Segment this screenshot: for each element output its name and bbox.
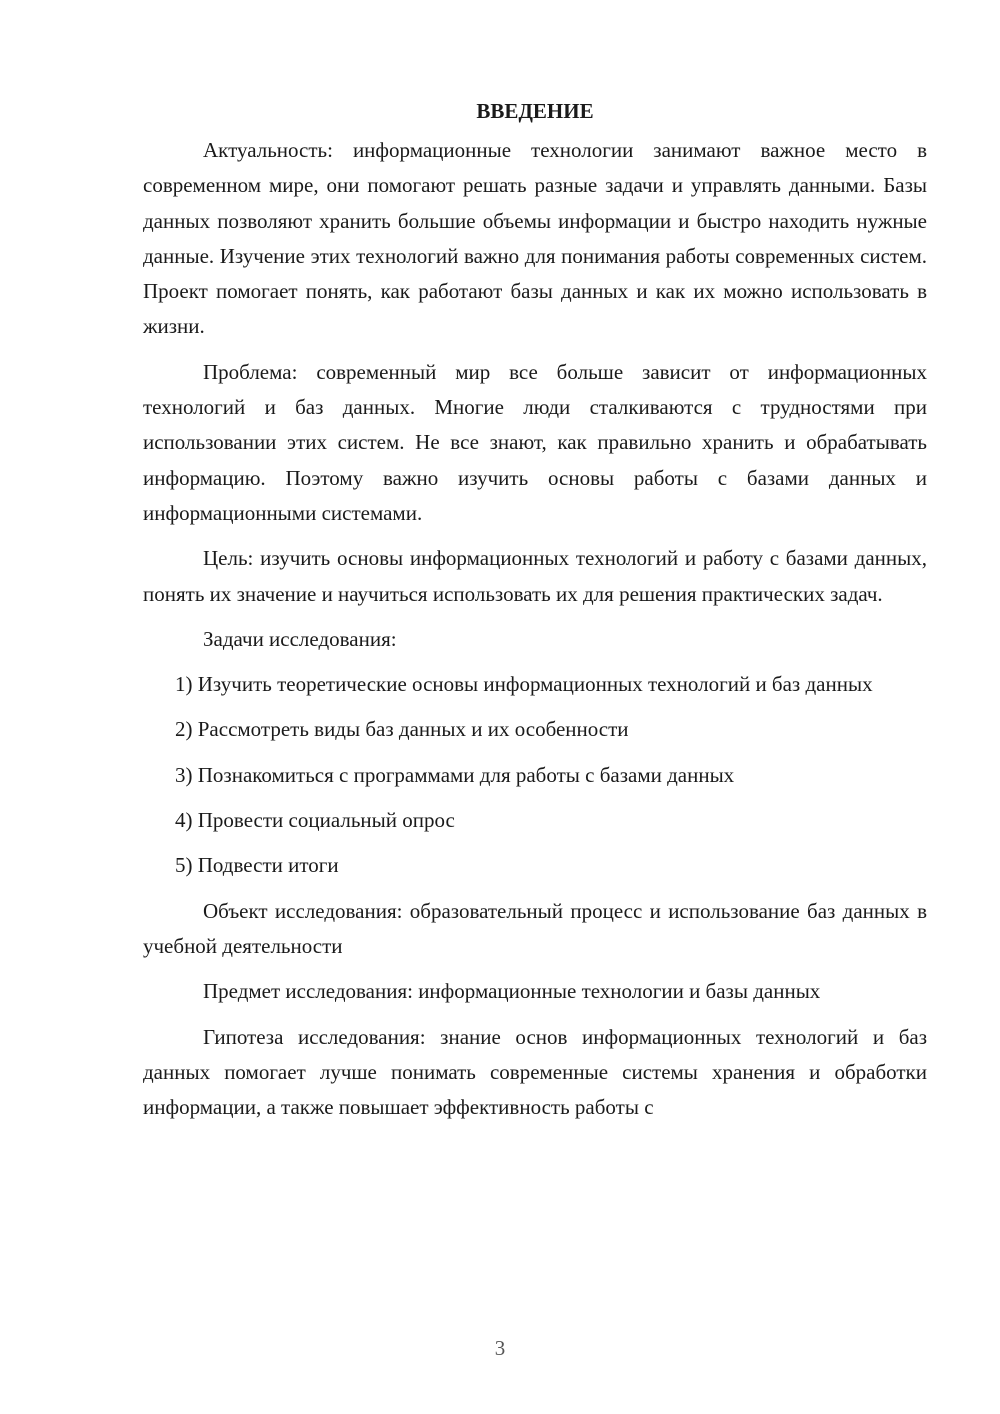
document-page: [143, 96, 927, 1135]
hypothesis-paragraph: Гипотеза исследования: знание основ информационных технологий и баз данных помогает лучше понимать современные системы хранения и обработки информации, а также повышает эффективность работы с: [143, 1024, 927, 1120]
object-paragraph: Объект исследования: образовательный процесс и использование баз данных в учебной деятельности: [143, 898, 927, 958]
task-item: 5) Подвести итоги: [175, 853, 339, 878]
tasks-list: [143, 667, 927, 883]
task-item: 2) Рассмотреть виды баз данных и их особенности: [175, 717, 629, 742]
tasks-heading: Задачи исследования:: [203, 626, 397, 651]
task-item: 4) Провести социальный опрос: [175, 808, 455, 833]
problem-paragraph: Проблема: современный мир все больше зависит от информационных технологий и баз данных. Многие люди сталкиваются с трудностями при использовании этих систем. Не все знают, как правильно хранить и обрабатывать информацию. Поэтому важно изучить основы работы с базами данных и информационными системами.: [143, 359, 927, 525]
section-title: ВВЕДЕНИЕ: [476, 99, 594, 123]
page-number: 3: [494, 1336, 506, 1360]
task-item: 1) Изучить теоретические основы информационных технологий и баз данных: [175, 672, 873, 697]
task-item: 3) Познакомиться с программами для работы с базами данных: [175, 762, 735, 787]
subject-paragraph: Предмет исследования: информационные технологии и базы данных: [203, 979, 821, 1004]
relevance-paragraph: Актуальность: информационные технологии занимают важное место в современном мире, они помогают решать разные задачи и управлять данными. Базы данных позволяют хранить большие объемы информации и быстро находить нужные данные. Изучение этих технологий важно для понимания работы современных систем. Проект помогает понять, как работают базы данных и как их можно использовать в жизни.: [143, 138, 927, 339]
goal-paragraph: Цель: изучить основы информационных технологий и работу с базами данных, понять их значение и научиться использовать их для решения практических задач.: [143, 546, 927, 606]
